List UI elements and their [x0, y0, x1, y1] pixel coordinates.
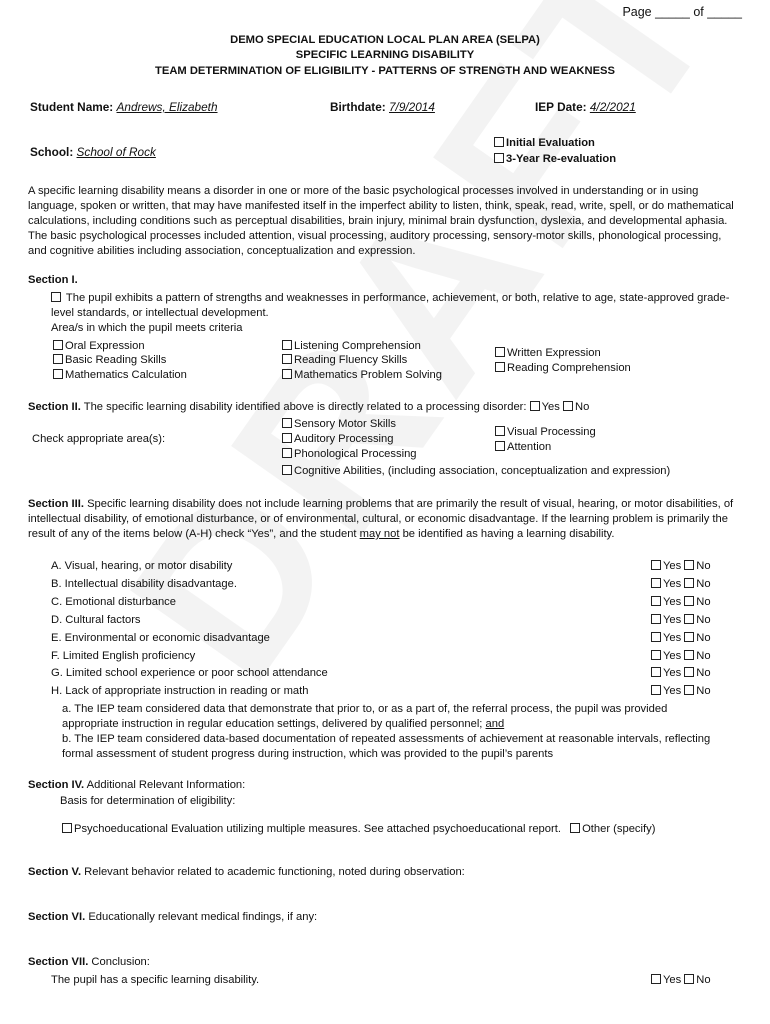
no-checkbox[interactable] — [684, 560, 694, 570]
section6-heading: Section VI. — [28, 911, 86, 923]
section7-statement-text: Conclusion: — [91, 956, 150, 968]
exclusion-g-yes-no — [651, 666, 711, 681]
birthdate-label: Birthdate: — [330, 100, 386, 114]
proc-cognitive[interactable] — [282, 464, 670, 479]
school-label: School: — [30, 145, 74, 159]
section7-heading: Section VII. — [28, 956, 89, 968]
no-label: No — [696, 974, 711, 986]
page-number-label: Page _____ of _____ — [622, 5, 742, 19]
section5-heading: Section V. — [28, 866, 82, 878]
section4-basis: Basis for determination of eligibility: — [60, 795, 236, 807]
no-checkbox[interactable] — [684, 596, 694, 606]
section5-statement — [28, 865, 465, 880]
school-row — [30, 145, 156, 161]
section2-heading: Section II. — [28, 401, 81, 413]
section3-may-not: may not — [359, 528, 400, 540]
section4-options — [62, 822, 655, 837]
exclusion-item-h: H. Lack of appropriate instruction in reading or math — [51, 685, 309, 697]
no-label: No — [696, 685, 711, 697]
exclusion-f-yes-no — [651, 649, 711, 664]
section1-statement — [51, 291, 741, 321]
eval-3year[interactable] — [494, 152, 616, 167]
eval-initial[interactable] — [494, 136, 595, 151]
checkbox[interactable] — [495, 426, 505, 436]
yes-label: Yes — [663, 667, 682, 679]
area-reading-fluency[interactable] — [282, 353, 407, 368]
yes-label: Yes — [663, 974, 682, 986]
iep-date-value[interactable]: 4/2/2021 — [589, 100, 636, 114]
area-label: Oral Expression — [65, 340, 145, 352]
checkbox[interactable] — [282, 448, 292, 458]
yes-checkbox[interactable] — [651, 596, 661, 606]
title-line-3: TEAM DETERMINATION OF ELIGIBILITY - PATTERNS OF STRENGTH AND WEAKNESS — [155, 65, 615, 77]
area-label: Reading Comprehension — [507, 362, 631, 374]
area-oral-expression[interactable] — [53, 339, 145, 354]
area-listening[interactable] — [282, 339, 421, 354]
title-line-1: DEMO SPECIAL EDUCATION LOCAL PLAN AREA (SELPA) — [230, 34, 540, 46]
proc-label: Visual Processing — [507, 426, 596, 438]
exclusion-h-yes-no — [651, 684, 711, 699]
conclusion-yes-no — [651, 973, 711, 988]
exclusion-item-f: F. Limited English proficiency — [51, 650, 196, 662]
other-checkbox[interactable] — [570, 823, 580, 833]
proc-visual[interactable] — [495, 425, 596, 440]
no-label: No — [696, 632, 711, 644]
checkbox[interactable] — [494, 137, 504, 147]
no-checkbox[interactable] — [684, 685, 694, 695]
section3-sub-a-and: and — [485, 718, 505, 730]
no-label: No — [696, 614, 711, 626]
area-label: Basic Reading Skills — [65, 354, 167, 366]
area-basic-reading[interactable] — [53, 353, 166, 368]
birthdate-row — [330, 100, 435, 116]
proc-label: Cognitive Abilities, (including association, conceptualization and expression) — [294, 465, 671, 477]
proc-label: Auditory Processing — [294, 433, 394, 445]
yes-label: Yes — [663, 560, 682, 572]
exclusion-item-b: B. Intellectual disability disadvantage. — [51, 578, 237, 590]
area-label: Listening Comprehension — [294, 340, 421, 352]
area-written-expression[interactable] — [495, 346, 601, 361]
exclusion-item-c: C. Emotional disturbance — [51, 596, 176, 608]
section4-heading: Section IV. — [28, 779, 85, 791]
checkbox[interactable] — [494, 153, 504, 163]
checkbox[interactable] — [53, 354, 63, 364]
section1-checkbox[interactable] — [51, 292, 61, 302]
section6-statement-text: Educationally relevant medical findings, if any: — [88, 911, 318, 923]
area-label: Written Expression — [507, 347, 601, 359]
section3-heading: Section III. — [28, 498, 84, 510]
proc-label: Sensory Motor Skills — [294, 418, 396, 430]
section1-heading: Section I. — [28, 274, 78, 286]
yes-checkbox[interactable] — [651, 685, 661, 695]
student-name-label: Student Name: — [30, 100, 114, 114]
section2-no-label: No — [574, 401, 590, 413]
section2-statement — [28, 400, 589, 415]
exclusion-d-yes-no — [651, 613, 711, 628]
section3-sub-b: b. The IEP team considered data-based documentation of repeated assessments of achievement at reasonable intervals, reflecting formal assessment of student progress during instruction, which was provided to the pupil’s parents — [62, 733, 711, 760]
section2-yes-label: Yes — [541, 401, 560, 413]
proc-attention[interactable] — [495, 440, 551, 455]
exclusion-item-a: A. Visual, hearing, or motor disability — [51, 560, 233, 572]
eval-3year-label: 3-Year Re-evaluation — [506, 153, 617, 165]
no-checkbox[interactable] — [684, 614, 694, 624]
proc-phonological[interactable] — [282, 447, 417, 462]
section1-areas-label: Area/s in which the pupil meets criteria — [51, 322, 243, 334]
no-label: No — [696, 578, 711, 590]
student-name-row — [30, 100, 218, 116]
eval-initial-label: Initial Evaluation — [506, 137, 595, 149]
no-label: No — [696, 667, 711, 679]
checkbox[interactable] — [53, 340, 63, 350]
section2-check-label: Check appropriate area(s): — [32, 433, 166, 445]
section2-yes-checkbox[interactable] — [530, 401, 540, 411]
section3-sub-a — [62, 702, 722, 732]
exclusion-item-e: E. Environmental or economic disadvantage — [51, 632, 270, 644]
checkbox[interactable] — [282, 340, 292, 350]
checkbox[interactable] — [495, 362, 505, 372]
no-label: No — [696, 596, 711, 608]
exclusion-item-g: G. Limited school experience or poor school attendance — [51, 667, 328, 679]
section3-statement-b: be identified as having a learning disability. — [402, 528, 615, 540]
checkbox[interactable] — [282, 433, 292, 443]
psychoed-label: Psychoeducational Evaluation utilizing multiple measures. See attached psychoeducational report. — [74, 823, 561, 835]
no-label: No — [696, 560, 711, 572]
student-name-value[interactable]: Andrews, Elizabeth — [116, 100, 218, 114]
section4-statement-text: Additional Relevant Information: — [86, 779, 246, 791]
exclusion-a-yes-no — [651, 559, 711, 574]
section3-statement-a: Specific learning disability does not include learning problems that are primarily the result of visual, hearing, or motor disabilities, of intellectual disability, of emotional disturbance, or of environmental, cultural, or economic disadvantage. If the learning problem is primarily the result of any of the items below (A-H) check “Yes”, and the student — [28, 498, 734, 540]
checkbox[interactable] — [53, 369, 63, 379]
no-checkbox[interactable] — [684, 974, 694, 984]
psychoed-checkbox[interactable] — [62, 823, 72, 833]
area-reading-comprehension[interactable] — [495, 361, 631, 376]
iep-date-row — [535, 100, 636, 116]
checkbox[interactable] — [282, 418, 292, 428]
checkbox[interactable] — [282, 465, 292, 475]
proc-label: Phonological Processing — [294, 448, 417, 460]
no-label: No — [696, 650, 711, 662]
section4-statement — [28, 778, 245, 793]
exclusion-item-d: D. Cultural factors — [51, 614, 141, 626]
yes-checkbox[interactable] — [651, 578, 661, 588]
yes-label: Yes — [663, 650, 682, 662]
yes-checkbox[interactable] — [651, 667, 661, 677]
checkbox[interactable] — [495, 347, 505, 357]
no-checkbox[interactable] — [684, 650, 694, 660]
section3-sub-a-text: a. The IEP team considered data that demonstrate that prior to, or as a part of, the referral process, the pupil was provided appropriate instruction in regular education settings, delivered by qualified personnel; — [62, 703, 668, 730]
exclusion-c-yes-no — [651, 595, 711, 610]
intro-paragraph: A specific learning disability means a disorder in one or more of the basic psychological processes involved in understanding or in using language, spoken or written, that may have manifested itself in the imperfect ability to listen, think, speak, read, write, spell, or do mathematical calculations, including conditions such as perceptual disabilities, brain injury, minimal brain dysfunction, dyslexia, and developmental aphasia. The basic psychological processes included attention, visual processing, auditory processing, sensory-motor skills, phonological processing, and cognitive abilities including association, conceptualization and expression. — [28, 185, 734, 257]
exclusion-b-yes-no — [651, 577, 711, 592]
section7-statement — [28, 955, 150, 970]
iep-date-label: IEP Date: — [535, 100, 587, 114]
area-label: Reading Fluency Skills — [294, 354, 408, 366]
proc-auditory[interactable] — [282, 432, 394, 447]
birthdate-value[interactable]: 7/9/2014 — [389, 100, 435, 114]
yes-label: Yes — [663, 632, 682, 644]
section2-statement-text: The specific learning disability identified above is directly related to a processing disorder: — [83, 401, 527, 413]
school-value[interactable]: School of Rock — [76, 145, 156, 159]
yes-checkbox[interactable] — [651, 560, 661, 570]
section1-statement-text: The pupil exhibits a pattern of strengths and weaknesses in performance, achievement, or both, relative to age, state-approved grade-level standards, or intellectual development. — [51, 292, 730, 319]
yes-checkbox[interactable] — [651, 632, 661, 642]
no-checkbox[interactable] — [684, 578, 694, 588]
proc-sensory-motor[interactable] — [282, 417, 396, 432]
proc-label: Attention — [507, 441, 552, 453]
area-math-problem[interactable] — [282, 368, 442, 383]
no-checkbox[interactable] — [684, 667, 694, 677]
title-line-2: SPECIFIC LEARNING DISABILITY — [295, 49, 475, 61]
yes-checkbox[interactable] — [651, 650, 661, 660]
yes-checkbox[interactable] — [651, 614, 661, 624]
checkbox[interactable] — [282, 354, 292, 364]
section6-statement — [28, 910, 317, 925]
no-checkbox[interactable] — [684, 632, 694, 642]
section5-statement-text: Relevant behavior related to academic functioning, noted during observation: — [84, 866, 465, 878]
other-label: Other (specify) — [582, 823, 656, 835]
yes-label: Yes — [663, 685, 682, 697]
checkbox[interactable] — [495, 441, 505, 451]
yes-checkbox[interactable] — [651, 974, 661, 984]
area-math-calculation[interactable] — [53, 368, 187, 383]
section7-conclusion: The pupil has a specific learning disability. — [51, 974, 260, 986]
section3-statement — [28, 497, 740, 542]
area-label: Mathematics Problem Solving — [294, 369, 442, 381]
section2-no-checkbox[interactable] — [563, 401, 573, 411]
exclusion-e-yes-no — [651, 631, 711, 646]
area-label: Mathematics Calculation — [65, 369, 187, 381]
yes-label: Yes — [663, 578, 682, 590]
checkbox[interactable] — [282, 369, 292, 379]
yes-label: Yes — [663, 596, 682, 608]
yes-label: Yes — [663, 614, 682, 626]
